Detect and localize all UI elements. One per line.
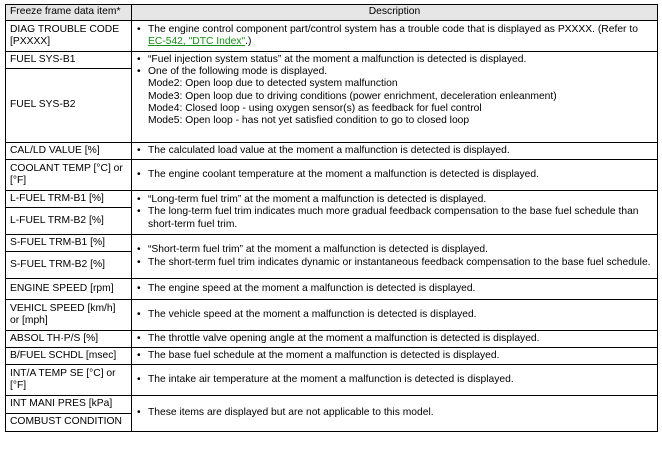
table-row bbox=[6, 160, 658, 191]
description-cell bbox=[132, 52, 658, 143]
bullet-list bbox=[136, 244, 653, 268]
item-cell: L-FUEL TRM-B2 [%] bbox=[6, 208, 132, 235]
table-row bbox=[6, 348, 658, 365]
bullet-item: • The base fuel schedule at the moment a malfunction is detected is displayed. bbox=[136, 350, 653, 362]
bullet-item: • One of the following mode is displayed. bbox=[136, 66, 653, 78]
description-cell bbox=[132, 331, 658, 348]
item-cell: L-FUEL TRM-B1 [%] bbox=[6, 191, 132, 208]
table-row bbox=[6, 300, 658, 331]
mode-line: Mode5: Open loop - has not yet satisfied condition to go to closed loop bbox=[148, 115, 470, 127]
item-cell: CAL/LD VALUE [%] bbox=[6, 143, 132, 160]
bullet-text-end: .) bbox=[245, 36, 252, 47]
bullet-text: The engine control component part/control system has a trouble code that is displayed as PXXXX. (Refer to bbox=[148, 23, 638, 35]
bullet-list bbox=[136, 283, 653, 295]
bullet-item: • The short-term fuel trim indicates dynamic or instantaneous feedback compensation to the base fuel schedule. bbox=[136, 257, 653, 269]
description-cell bbox=[132, 396, 658, 432]
table-row bbox=[6, 279, 658, 300]
description-cell bbox=[132, 191, 658, 235]
header-description: Description bbox=[132, 5, 658, 21]
description-cell bbox=[132, 348, 658, 365]
description-cell bbox=[132, 143, 658, 160]
item-cell: ABSOL TH·P/S [%] bbox=[6, 331, 132, 348]
bullet-list bbox=[136, 350, 653, 362]
freeze-frame-table-container bbox=[5, 4, 658, 432]
item-cell: S-FUEL TRM-B1 [%] bbox=[6, 235, 132, 252]
bullet-item: • The engine coolant temperature at the moment a malfunction is detected is displayed. bbox=[136, 169, 653, 181]
dtc-index-link[interactable]: EC-542, "DTC Index" bbox=[148, 36, 246, 47]
item-cell: VEHICL SPEED [km/h] or [mph] bbox=[6, 300, 132, 331]
bullet-list bbox=[136, 169, 653, 181]
item-cell: DIAG TROUBLE CODE [PXXXX] bbox=[6, 21, 132, 52]
description-cell bbox=[132, 300, 658, 331]
bullet-list bbox=[136, 54, 653, 78]
description-cell bbox=[132, 21, 658, 52]
bullet-item: • The vehicle speed at the moment a malfunction is detected is displayed. bbox=[136, 309, 653, 321]
header-item: Freeze frame data item* bbox=[6, 5, 132, 21]
item-cell: B/FUEL SCHDL [msec] bbox=[6, 348, 132, 365]
mode-line: Mode4: Closed loop - using oxygen sensor(s) as feedback for fuel control bbox=[148, 102, 482, 114]
item-cell: S-FUEL TRM-B2 [%] bbox=[6, 252, 132, 279]
bullet-list bbox=[136, 24, 653, 48]
freeze-frame-data-table bbox=[5, 4, 658, 432]
mode-line: Mode2: Open loop due to detected system malfunction bbox=[148, 78, 398, 90]
table-row bbox=[6, 235, 658, 252]
bullet-item: • “Fuel injection system status” at the moment a malfunction is detected is displayed. bbox=[136, 54, 653, 66]
bullet-item: • These items are displayed but are not applicable to this model. bbox=[136, 407, 653, 419]
description-cell bbox=[132, 365, 658, 396]
bullet-item: • The throttle valve opening angle at the moment a malfunction is detected is displayed. bbox=[136, 333, 653, 345]
bullet-item: • “Long-term fuel trim” at the moment a malfunction is detected is displayed. bbox=[136, 194, 653, 206]
bullet-list bbox=[136, 309, 653, 321]
bullet-item bbox=[136, 24, 653, 48]
item-cell: COMBUST CONDITION bbox=[6, 414, 132, 432]
table-row bbox=[6, 191, 658, 208]
description-cell bbox=[132, 160, 658, 191]
bullet-item: • The calculated load value at the moment a malfunction is detected is displayed. bbox=[136, 145, 653, 157]
item-cell: INT MANI PRES [kPa] bbox=[6, 396, 132, 414]
item-cell: FUEL SYS-B2 bbox=[6, 69, 132, 143]
bullet-item: • “Short-term fuel trim” at the moment a malfunction is detected is displayed. bbox=[136, 244, 653, 256]
item-cell: INT/A TEMP SE [°C] or [°F] bbox=[6, 365, 132, 396]
bullet-item: • The engine speed at the moment a malfunction is detected is displayed. bbox=[136, 283, 653, 295]
item-cell: COOLANT TEMP [°C] or [°F] bbox=[6, 160, 132, 191]
item-cell: FUEL SYS-B1 bbox=[6, 52, 132, 69]
bullet-list bbox=[136, 145, 653, 157]
description-cell bbox=[132, 279, 658, 300]
bullet-list bbox=[136, 194, 653, 231]
item-cell: ENGINE SPEED [rpm] bbox=[6, 279, 132, 300]
table-header-row bbox=[6, 5, 658, 21]
bullet-list bbox=[136, 374, 653, 386]
bullet-list bbox=[136, 333, 653, 345]
table-row bbox=[6, 365, 658, 396]
table-row bbox=[6, 21, 658, 52]
bullet-item: • The long-term fuel trim indicates much more gradual feedback compensation to the base fuel schedule than short-term fuel trim. bbox=[136, 206, 653, 230]
table-row bbox=[6, 331, 658, 348]
table-row bbox=[6, 396, 658, 414]
mode-line: Mode3: Open loop due to driving conditions (power enrichment, deceleration enleanment) bbox=[148, 90, 557, 102]
table-row bbox=[6, 52, 658, 69]
table-row bbox=[6, 143, 658, 160]
description-cell bbox=[132, 235, 658, 279]
bullet-list bbox=[136, 407, 653, 419]
mode-list bbox=[136, 78, 653, 127]
bullet-item: • The intake air temperature at the moment a malfunction is detected is displayed. bbox=[136, 374, 653, 386]
